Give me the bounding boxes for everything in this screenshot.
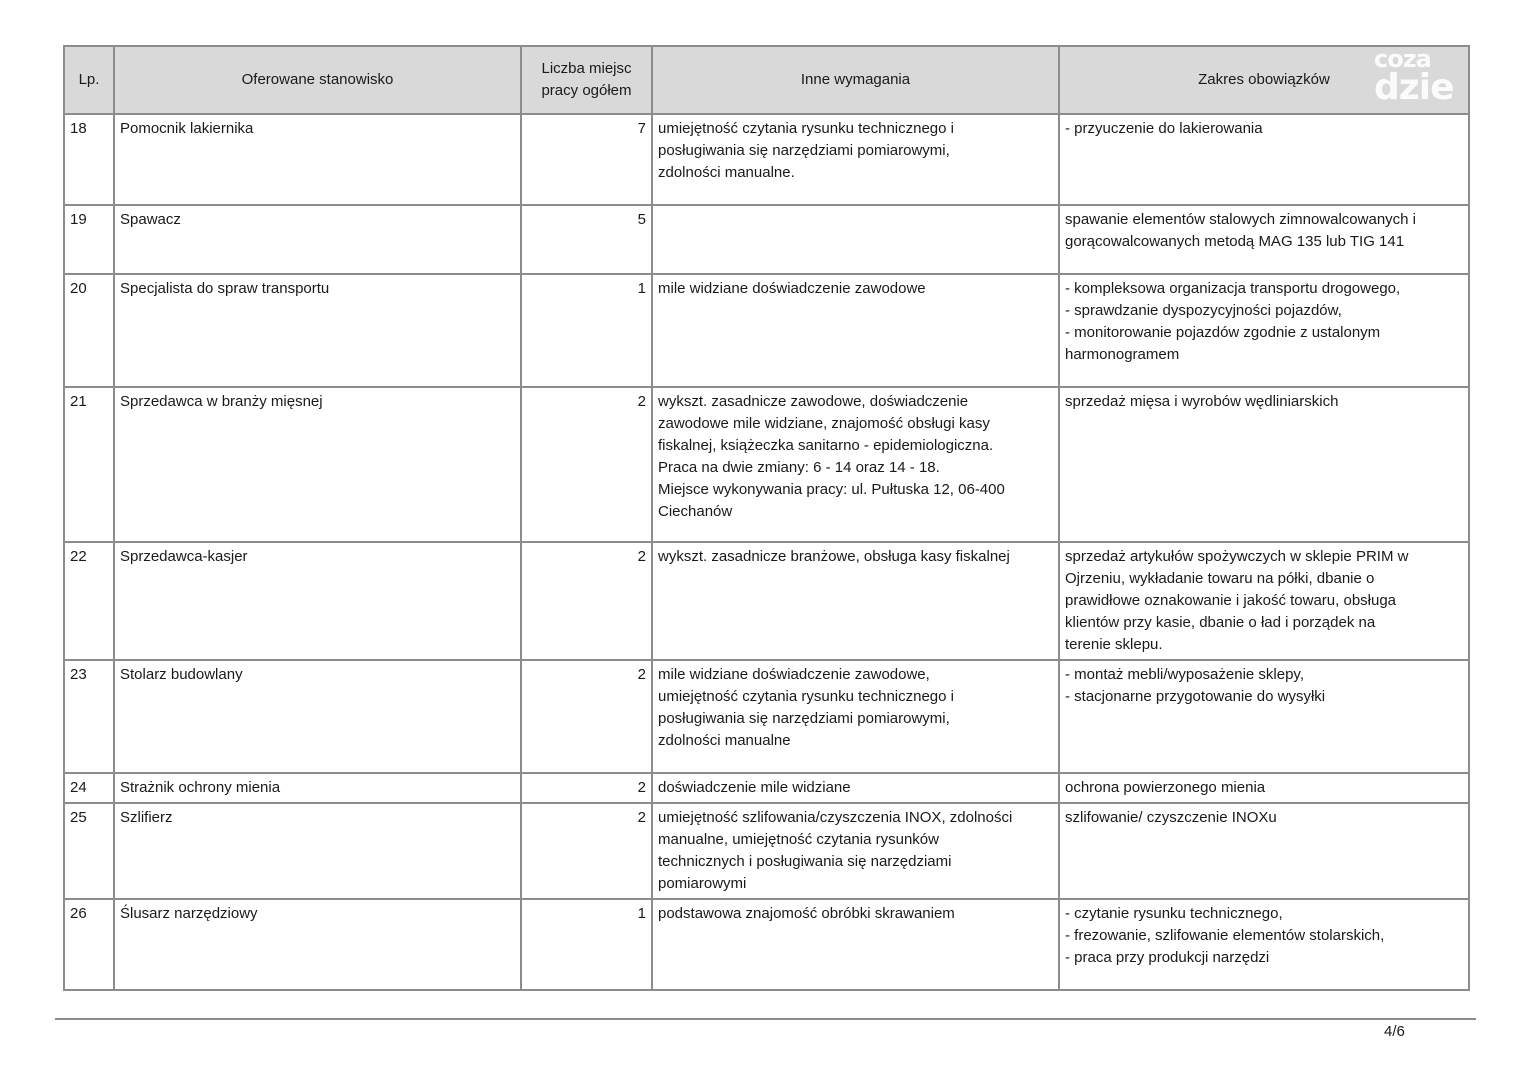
cell-count: 2	[521, 542, 652, 660]
cell-requirements: umiejętność czytania rysunku technicznego i posługiwania się narzędziami pomiarowymi, zdolności manualne.	[652, 114, 1059, 205]
header-lp: Lp.	[64, 46, 114, 114]
header-position: Oferowane stanowisko	[114, 46, 521, 114]
table-row	[64, 899, 1469, 990]
cell-count: 2	[521, 803, 652, 899]
cell-count: 2	[521, 660, 652, 773]
cell-count: 1	[521, 274, 652, 387]
watermark-text-bottom: dzie	[1374, 67, 1454, 108]
cell-lp: 24	[64, 773, 114, 803]
cell-requirements: doświadczenie mile widziane	[652, 773, 1059, 803]
cell-lp: 26	[64, 899, 114, 990]
cell-position: Specjalista do spraw transportu	[114, 274, 521, 387]
cell-count: 5	[521, 205, 652, 274]
cell-requirements: umiejętność szlifowania/czyszczenia INOX, zdolności manualne, umiejętność czytania rysunków technicznych i posługiwania się narzędziami pomiarowymi	[652, 803, 1059, 899]
table-row	[64, 114, 1469, 205]
cell-requirements	[652, 205, 1059, 274]
cell-lp: 18	[64, 114, 114, 205]
table-header-row	[64, 46, 1469, 114]
header-duties: Zakres obowiązków	[1059, 46, 1469, 114]
cell-duties: ochrona powierzonego mienia	[1059, 773, 1469, 803]
table-row	[64, 274, 1469, 387]
cell-lp: 19	[64, 205, 114, 274]
cell-lp: 23	[64, 660, 114, 773]
table-row	[64, 660, 1469, 773]
cell-requirements: mile widziane doświadczenie zawodowe	[652, 274, 1059, 387]
page-number: 4/6	[1384, 1023, 1405, 1040]
cell-duties: szlifowanie/ czyszczenie INOXu	[1059, 803, 1469, 899]
cell-duties: - czytanie rysunku technicznego, - frezowanie, szlifowanie elementów stolarskich, - praca przy produkcji narzędzi	[1059, 899, 1469, 990]
cell-position: Strażnik ochrony mienia	[114, 773, 521, 803]
cell-position: Pomocnik lakiernika	[114, 114, 521, 205]
cell-duties: - kompleksowa organizacja transportu drogowego, - sprawdzanie dyspozycyjności pojazdów, - monitorowanie pojazdów zgodnie z ustalonym harmonogramem	[1059, 274, 1469, 387]
table-row	[64, 387, 1469, 542]
table-row	[64, 803, 1469, 899]
cell-count: 2	[521, 387, 652, 542]
cell-count: 2	[521, 773, 652, 803]
cell-count: 7	[521, 114, 652, 205]
footer-divider	[55, 1018, 1476, 1020]
cell-lp: 20	[64, 274, 114, 387]
cell-count: 1	[521, 899, 652, 990]
table-row	[64, 542, 1469, 660]
cell-lp: 21	[64, 387, 114, 542]
cell-position: Spawacz	[114, 205, 521, 274]
cell-duties: spawanie elementów stalowych zimnowalcowanych i gorącowalcowanych metodą MAG 135 lub TIG 141	[1059, 205, 1469, 274]
table-row	[64, 773, 1469, 803]
cell-lp: 25	[64, 803, 114, 899]
cell-requirements: wykszt. zasadnicze branżowe, obsługa kasy fiskalnej	[652, 542, 1059, 660]
cell-duties: sprzedaż artykułów spożywczych w sklepie PRIM w Ojrzeniu, wykładanie towaru na półki, dbanie o prawidłowe oznakowanie i jakość towaru, obsługa klientów przy kasie, dbanie o ład i porządek na terenie sklepu.	[1059, 542, 1469, 660]
job-offers-table	[63, 45, 1470, 991]
table-row	[64, 205, 1469, 274]
cell-duties: - montaż mebli/wyposażenie sklepy, - stacjonarne przygotowanie do wysyłki	[1059, 660, 1469, 773]
cell-duties: - przyuczenie do lakierowania	[1059, 114, 1469, 205]
cell-position: Stolarz budowlany	[114, 660, 521, 773]
cell-requirements: mile widziane doświadczenie zawodowe, umiejętność czytania rysunku technicznego i posługiwania się narzędziami pomiarowymi, zdolności manualne	[652, 660, 1059, 773]
cell-lp: 22	[64, 542, 114, 660]
cell-position: Ślusarz narzędziowy	[114, 899, 521, 990]
header-requirements: Inne wymagania	[652, 46, 1059, 114]
cell-requirements: wykszt. zasadnicze zawodowe, doświadczenie zawodowe mile widziane, znajomość obsługi kasy fiskalnej, książeczka sanitarno - epidemiologiczna. Praca na dwie zmiany: 6 - 14 oraz 14 - 18. Miejsce wykonywania pracy: ul. Pułtuska 12, 06-400 Ciechanów	[652, 387, 1059, 542]
watermark-text-top: coza	[1374, 45, 1431, 73]
cell-position: Szlifierz	[114, 803, 521, 899]
cell-position: Sprzedawca-kasjer	[114, 542, 521, 660]
header-count: Liczba miejsc pracy ogółem	[521, 46, 652, 114]
cell-duties: sprzedaż mięsa i wyrobów wędliniarskich	[1059, 387, 1469, 542]
cell-position: Sprzedawca w branży mięsnej	[114, 387, 521, 542]
cell-requirements: podstawowa znajomość obróbki skrawaniem	[652, 899, 1059, 990]
